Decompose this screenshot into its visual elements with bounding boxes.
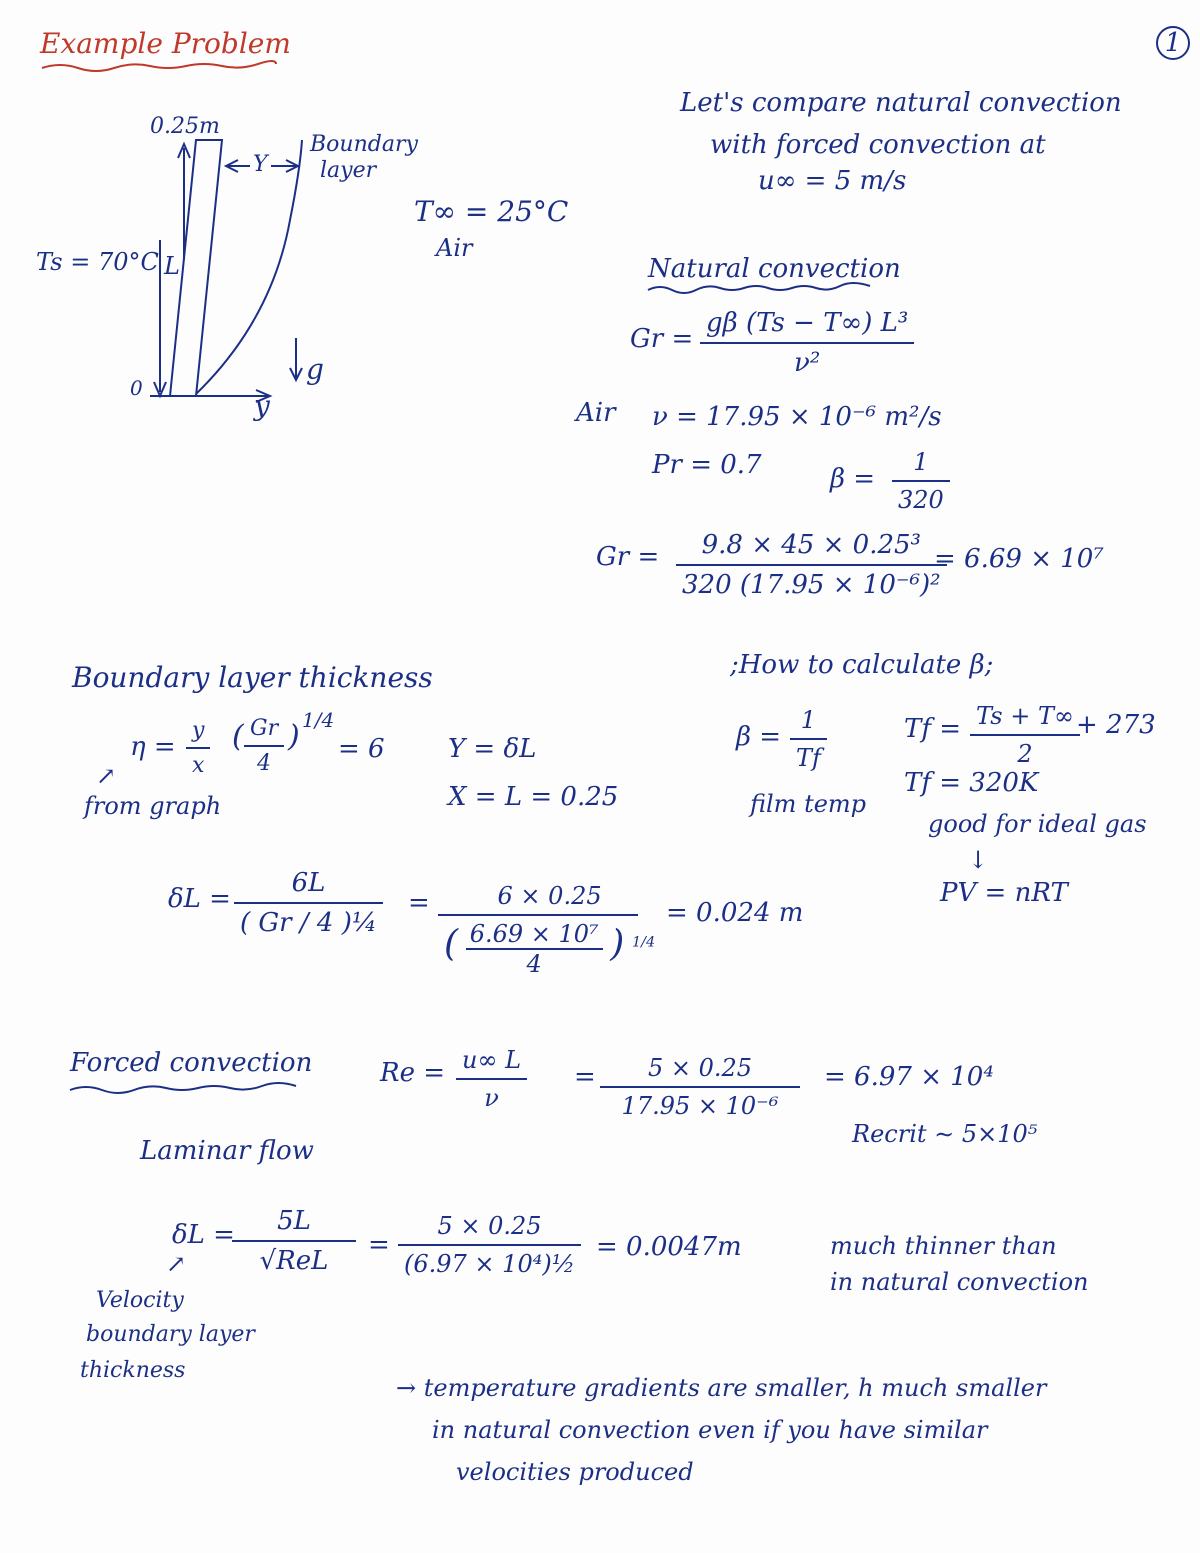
- thinner-note-1: much thinner than: [830, 1232, 1057, 1260]
- gravity-label: g: [306, 353, 324, 386]
- ts-label: Ts = 70°C: [36, 248, 159, 276]
- layer-label: layer: [320, 158, 377, 183]
- y-thickness-label: Y: [250, 154, 271, 176]
- delta-result: = 0.024 m: [666, 898, 804, 928]
- thinner-note-2: in natural convection: [830, 1268, 1089, 1296]
- eta-numerator: y: [192, 718, 205, 743]
- y-eq: Y = δL: [448, 734, 537, 764]
- intro-line-1: Let's compare natural convection: [680, 88, 1122, 118]
- forced-delta-equals: =: [368, 1230, 390, 1260]
- conclusion-line-2: in natural convection even if you have similar: [432, 1416, 988, 1444]
- delta2-numerator: 6 × 0.25: [497, 882, 602, 910]
- boundary-label: Boundary: [310, 132, 418, 157]
- from-graph-label: from graph: [84, 792, 222, 820]
- re-fraction: [456, 1046, 527, 1112]
- tf-plus-273: + 273: [1076, 710, 1156, 740]
- x-eq: X = L = 0.25: [448, 782, 619, 812]
- nu-value: ν = 17.95 × 10⁻⁶ m²/s: [652, 402, 942, 432]
- forced-delta-numerator: 5L: [277, 1206, 311, 1236]
- open-paren: (: [232, 719, 244, 754]
- eta-lhs: η =: [130, 732, 176, 762]
- forced-delta2-numerator: 5 × 0.25: [437, 1212, 542, 1240]
- gr-over-4-denominator: 4: [257, 751, 272, 776]
- tf-numerator: Ts + T∞: [976, 702, 1074, 730]
- re2-numerator: 5 × 0.25: [647, 1054, 753, 1082]
- eta-rhs: = 6: [338, 734, 385, 764]
- delta-lhs: δL =: [168, 884, 231, 914]
- air-label-2: Air: [576, 398, 616, 428]
- re-result: = 6.97 × 10⁴: [824, 1062, 994, 1092]
- velocity-label-3: thickness: [80, 1358, 186, 1383]
- forced-delta-lhs: δL =: [172, 1220, 235, 1250]
- eta-denominator: x: [192, 753, 205, 778]
- up-arrow-icon: ↗: [96, 762, 117, 790]
- forced-delta2-fraction: [398, 1212, 581, 1278]
- forced-delta-result: = 0.0047m: [596, 1232, 742, 1262]
- gr2-denominator: 320 (17.95 × 10⁻⁶)²: [682, 570, 941, 600]
- forced-delta-fraction: [232, 1206, 356, 1276]
- velocity-label-1: Velocity: [96, 1288, 184, 1313]
- air-label: Air: [436, 234, 473, 262]
- re-lhs: Re =: [380, 1058, 446, 1088]
- close-paren: ): [288, 719, 300, 754]
- intro-line-2: with forced convection at: [710, 130, 1046, 160]
- gr-lhs: Gr =: [630, 324, 694, 354]
- delta-numerator: 6L: [291, 868, 326, 898]
- laminar-flow-label: Laminar flow: [140, 1136, 314, 1166]
- beta-denominator: 320: [898, 486, 944, 514]
- down-arrow-icon: ↓: [968, 846, 989, 874]
- ideal-gas-label: good for ideal gas: [928, 810, 1147, 838]
- length-label: L: [164, 252, 180, 280]
- tf-denominator: 2: [1017, 740, 1033, 768]
- forced-delta2-denominator: (6.97 × 10⁴)½: [404, 1250, 575, 1278]
- tf-value: Tf = 320K: [904, 768, 1039, 798]
- delta2-denominator: ( $\frac{\text{6.69 × 10⁷}}{4}$ ) $^{1/4}$: [444, 920, 656, 978]
- re2-fraction: [600, 1054, 800, 1120]
- beta-calc-numerator: 1: [800, 706, 817, 734]
- re-numerator: u∞ L: [462, 1046, 522, 1074]
- delta2-exponent: 1/4: [631, 934, 656, 951]
- conclusion-line-1: → temperature gradients are smaller, h much smaller: [396, 1374, 1047, 1402]
- page-title: Example Problem: [40, 27, 291, 60]
- velocity-label-2: boundary layer: [86, 1322, 255, 1347]
- height-label: 0.25m: [150, 114, 220, 139]
- y-axis-label: y: [254, 389, 270, 422]
- forced-heading: Forced convection: [70, 1048, 313, 1078]
- conclusion-line-3: velocities produced: [456, 1458, 694, 1486]
- delta2-den-bot: 4: [526, 950, 542, 978]
- pr-value: Pr = 0.7: [652, 450, 762, 480]
- ideal-gas-law: PV = nRT: [940, 878, 1068, 908]
- gr2-result: = 6.69 × 10⁷: [934, 544, 1104, 574]
- tf-lhs: Tf =: [904, 714, 962, 744]
- re-critical: Recrit ∼ 5×10⁵: [852, 1120, 1038, 1148]
- gr2-numerator: 9.8 × 45 × 0.25³: [701, 530, 921, 560]
- tinf-label: T∞ = 25°C: [414, 195, 569, 228]
- bl-heading: Boundary layer thickness: [72, 661, 433, 694]
- page-number: 1: [1156, 26, 1190, 60]
- beta-lhs: β =: [830, 464, 876, 494]
- eta-exponent: 1/4: [302, 708, 335, 732]
- velocity-arrow-icon: ↗: [166, 1250, 187, 1278]
- natural-heading: Natural convection: [648, 254, 901, 284]
- gr-over-4-numerator: Gr: [250, 716, 279, 741]
- re2-denominator: 17.95 × 10⁻⁶: [621, 1092, 779, 1120]
- film-temp-label: film temp: [750, 790, 867, 818]
- origin-label: 0: [130, 376, 143, 400]
- gr-denominator: ν²: [794, 348, 821, 378]
- delta2-den-top: 6.69 × 10⁷: [466, 920, 603, 950]
- beta-calc-heading: ;How to calculate β;: [730, 650, 994, 680]
- delta-denominator: ( Gr / 4 )¼: [240, 908, 378, 938]
- gr-numerator: gβ (Ts − T∞) L³: [706, 308, 909, 338]
- beta-calc-lhs: β =: [736, 722, 782, 752]
- re-denominator: ν: [484, 1084, 499, 1112]
- intro-line-3: u∞ = 5 m/s: [758, 166, 907, 196]
- forced-delta-denominator: √ReL: [259, 1246, 329, 1276]
- delta-equals: =: [408, 888, 430, 918]
- re-equals: =: [574, 1062, 596, 1092]
- gr2-lhs: Gr =: [596, 542, 660, 572]
- beta-numerator: 1: [913, 448, 929, 476]
- beta-calc-denominator: Tf: [796, 744, 821, 772]
